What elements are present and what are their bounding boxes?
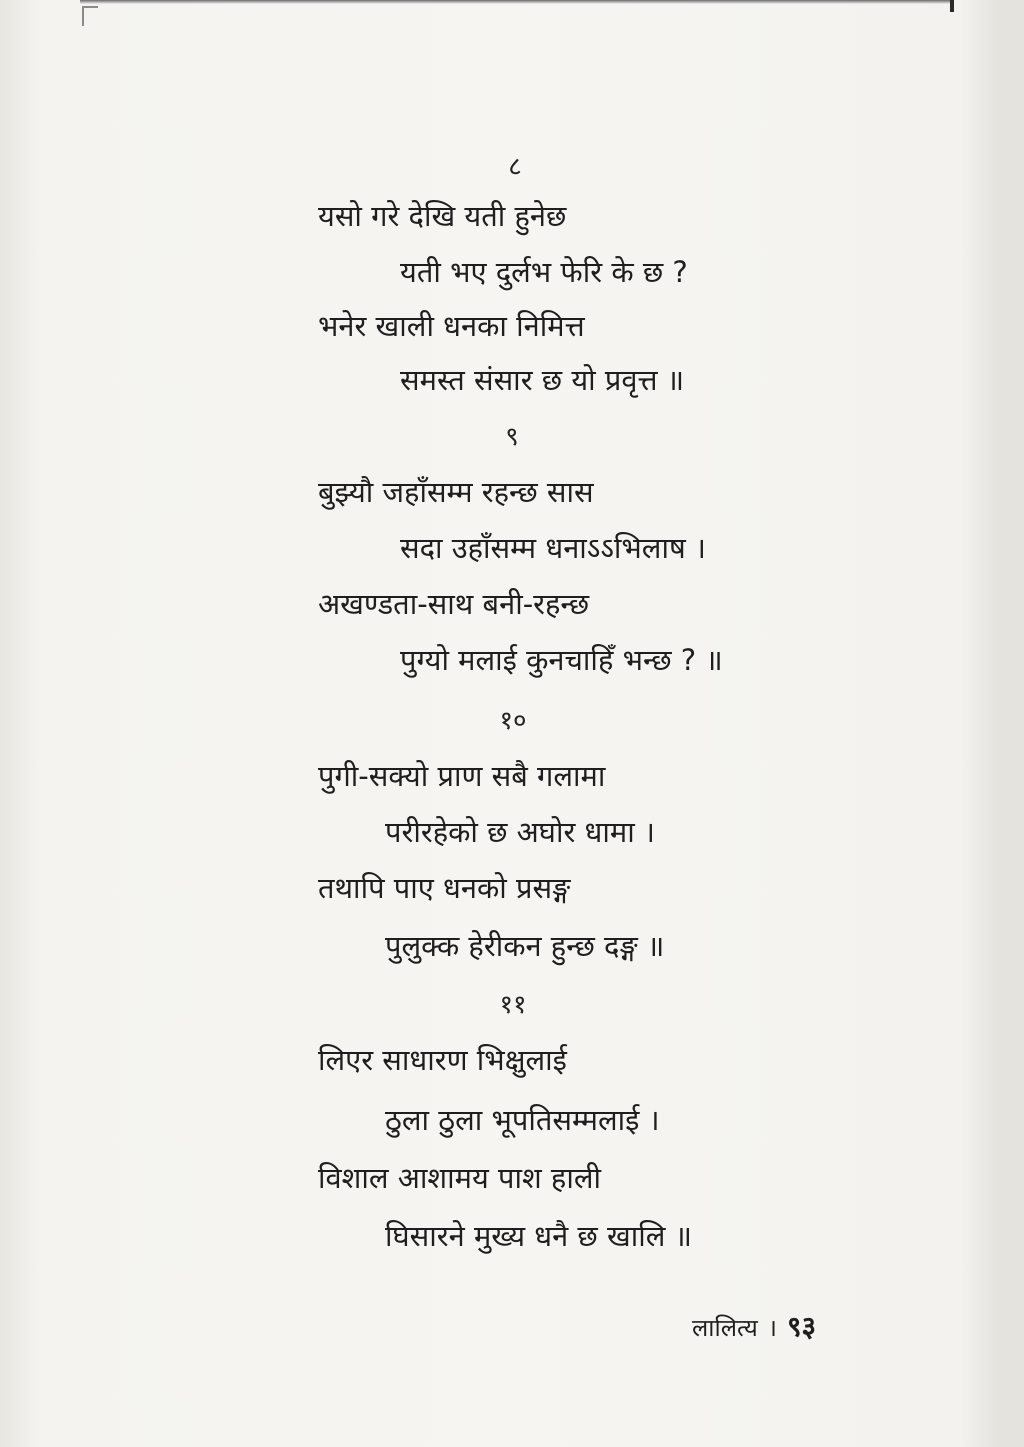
verse-line: बुझ्यौ जहाँसम्म रहन्छ सास <box>318 475 594 509</box>
page-right-edge <box>950 0 954 12</box>
verse-line: अखण्डता-साथ बनी-रहन्छ <box>318 587 590 621</box>
stanza-number-11: ११ <box>499 990 527 1020</box>
page-number: ९३ <box>786 1310 817 1343</box>
verse-line: पुगी-सक्यो प्राण सबै गलामा <box>318 759 606 793</box>
verse-line: भनेर खाली धनका निमित्त <box>318 309 585 343</box>
verse-line: घिसारने मुख्य धनै छ खालि ॥ <box>385 1219 692 1253</box>
verse-line: विशाल आशामय पाश हाली <box>318 1161 602 1195</box>
stanza-number-10: १० <box>499 706 527 736</box>
stanza-number-8: ८ <box>508 152 522 182</box>
verse-line: परीरहेको छ अघोर धामा । <box>385 815 655 849</box>
verse-line: तथापि पाए धनको प्रसङ्ग <box>318 871 571 905</box>
verse-line: यती भए दुर्लभ फेरि के छ ? <box>400 255 688 289</box>
verse-line: ठुला ठुला भूपतिसम्मलाई । <box>385 1103 660 1137</box>
verse-line: लिएर साधारण भिक्षुलाई <box>318 1043 567 1077</box>
verse-line: पुग्यो मलाई कुनचाहिँ भन्छ ? ॥ <box>400 643 723 677</box>
stanza-number-9: ९ <box>505 422 519 452</box>
page-corner-mark <box>82 6 98 26</box>
verse-line: सदा उहाँसम्म धनाऽऽभिलाष । <box>400 531 706 565</box>
footer-separator: । <box>767 1314 777 1342</box>
verse-line: पुलुक्क हेरीकन हुन्छ दङ्ग ॥ <box>385 929 665 963</box>
page-top-edge <box>80 0 950 4</box>
verse-line: समस्त संसार छ यो प्रवृत्त ॥ <box>400 363 685 397</box>
verse-line: यसो गरे देखि यती हुनेछ <box>318 199 567 233</box>
page-footer <box>692 1310 816 1345</box>
book-title: लालित्य <box>692 1314 758 1342</box>
